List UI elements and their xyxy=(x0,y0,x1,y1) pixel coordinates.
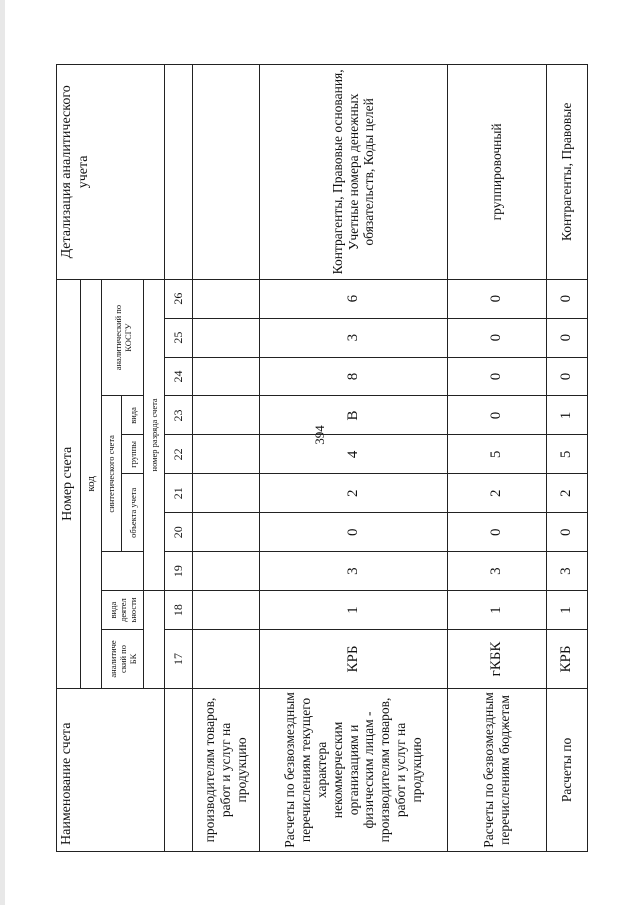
row-code-26: 0 xyxy=(547,279,588,318)
header-row-1 xyxy=(57,65,81,852)
row-code-25: 3 xyxy=(260,318,447,357)
row-detail: Контрагенты, Правовые xyxy=(547,65,588,280)
row-code-24: 0 xyxy=(447,357,547,396)
row-code-22 xyxy=(193,435,260,474)
account-register-table xyxy=(56,64,588,852)
row-code-21: 2 xyxy=(547,474,588,513)
row-code-17: КРБ xyxy=(547,630,588,689)
page-number: 394 xyxy=(312,425,327,445)
row-code-18: 1 xyxy=(447,591,547,630)
row-code-17 xyxy=(193,630,260,689)
row-code-18: 1 xyxy=(260,591,447,630)
header-group: группы xyxy=(122,435,144,474)
row-code-21 xyxy=(193,474,260,513)
row-detail xyxy=(193,65,260,280)
row-account-name: Расчеты по xyxy=(547,688,588,851)
row-code-24: 0 xyxy=(547,357,588,396)
row-code-25: 0 xyxy=(447,318,547,357)
row-code-24 xyxy=(193,357,260,396)
digit-21: 21 xyxy=(164,474,192,513)
digit-18: 18 xyxy=(164,591,192,630)
header-account-number: Номер счета xyxy=(57,279,81,688)
table-row xyxy=(260,65,447,852)
digit-22: 22 xyxy=(164,435,192,474)
page-edge xyxy=(0,0,5,905)
header-analytic-bk: аналитиче ский по БК xyxy=(101,630,144,689)
row-code-20: 0 xyxy=(260,513,447,552)
header-object: объекта учета xyxy=(122,474,144,552)
row-code-22: 4 xyxy=(260,435,447,474)
row-code-26 xyxy=(193,279,260,318)
row-code-25: 0 xyxy=(547,318,588,357)
row-account-name: Расчеты по безвозмездным перечислениям бюджетам xyxy=(447,688,547,851)
digit-19: 19 xyxy=(164,552,192,591)
row-code-23: 0 xyxy=(447,396,547,435)
row-code-22: 5 xyxy=(447,435,547,474)
row-code-19: 3 xyxy=(447,552,547,591)
digit-detail-empty xyxy=(164,65,192,280)
row-code-20: 0 xyxy=(547,513,588,552)
header-digit-number: номер разряда счета xyxy=(144,279,164,590)
table-row xyxy=(547,65,588,852)
row-detail: Контрагенты, Правовые основания, Учетные номера денежных обязательств, Коды целей xyxy=(260,65,447,280)
header-account-name: Наименование счета xyxy=(57,688,165,851)
row-code-25 xyxy=(193,318,260,357)
table-row xyxy=(193,65,260,852)
digit-25: 25 xyxy=(164,318,192,357)
row-code-22: 5 xyxy=(547,435,588,474)
header-analytic-kosgu: аналитический по КОСГУ xyxy=(101,279,144,396)
digit-26: 26 xyxy=(164,279,192,318)
table-row xyxy=(447,65,547,852)
row-code-23: 1 xyxy=(547,396,588,435)
rotated-table-wrapper xyxy=(56,64,588,852)
row-code-24: 8 xyxy=(260,357,447,396)
row-code-17: КРБ xyxy=(260,630,447,689)
digit-20: 20 xyxy=(164,513,192,552)
row-code-18 xyxy=(193,591,260,630)
digit-24: 24 xyxy=(164,357,192,396)
header-synthetic: синтетического счета xyxy=(101,396,121,552)
row-code-17: гКБК xyxy=(447,630,547,689)
row-account-name: Расчеты по безвозмездным перечислениям текущего характера некоммерческим организациям и физическим лицам - производителям товаров, работ и услуг на продукцию xyxy=(260,688,447,851)
row-code-18: 1 xyxy=(547,591,588,630)
row-code-23 xyxy=(193,396,260,435)
row-code-26: 0 xyxy=(447,279,547,318)
row-code-19 xyxy=(193,552,260,591)
row-code-20: 0 xyxy=(447,513,547,552)
row-code-21: 2 xyxy=(260,474,447,513)
digit-23: 23 xyxy=(164,396,192,435)
row-code-26: 6 xyxy=(260,279,447,318)
digit-17: 17 xyxy=(164,630,192,689)
header-kind: вида xyxy=(122,396,144,435)
digit-number-row xyxy=(164,65,192,852)
digit-name-empty xyxy=(164,688,192,851)
header-code: код xyxy=(81,279,101,688)
row-code-19: 3 xyxy=(547,552,588,591)
row-code-19: 3 xyxy=(260,552,447,591)
header-activity-type: вида деятел ьности xyxy=(101,591,144,630)
row-account-name: производителям товаров, работ и услуг на продукцию xyxy=(193,688,260,851)
row-code-23: В xyxy=(260,396,447,435)
row-code-21: 2 xyxy=(447,474,547,513)
header-detail: Детализация аналитического учета xyxy=(57,65,165,280)
row-code-20 xyxy=(193,513,260,552)
row-detail: группировочный xyxy=(447,65,547,280)
